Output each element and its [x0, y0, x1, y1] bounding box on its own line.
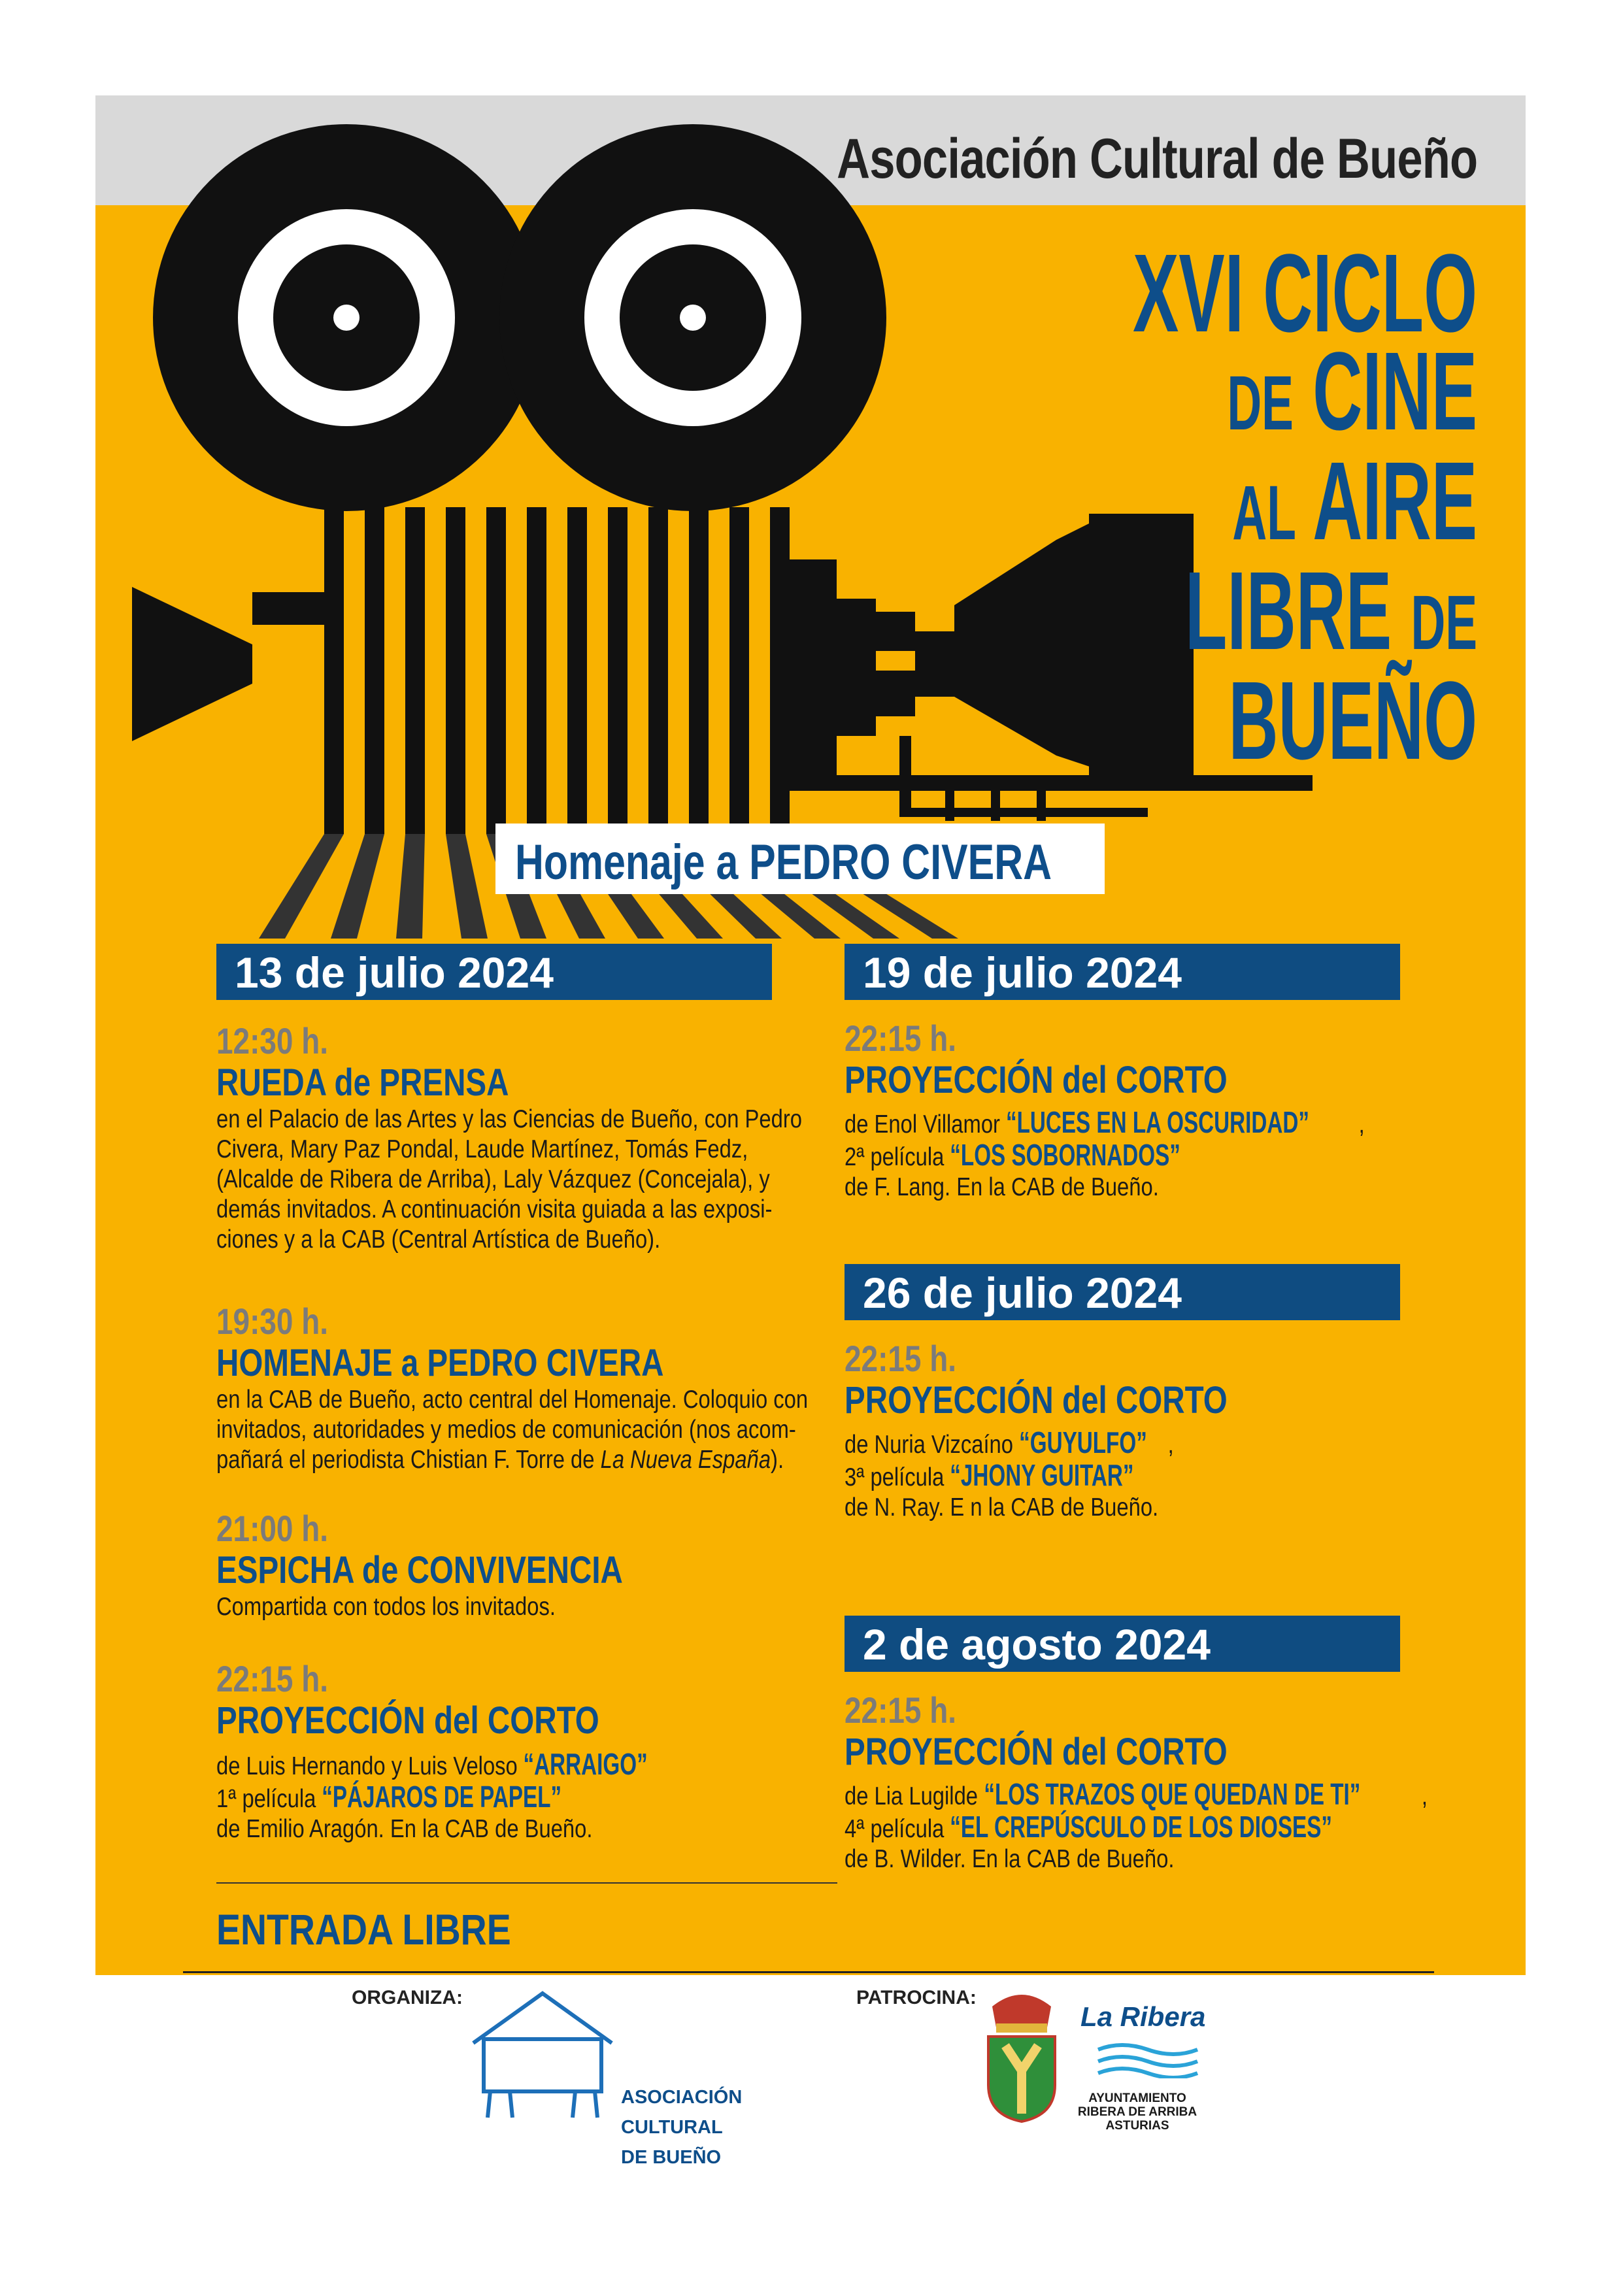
event-title: RUEDA de PRENSA — [216, 1061, 509, 1104]
house-logo-icon — [471, 1987, 614, 2124]
date-label: 26 de julio 2024 — [863, 1269, 1182, 1317]
event-time: 22:15 h. — [845, 1689, 957, 1731]
desc-line: en el Palacio de las Artes y las Ciencias de Bueño, con Pedro — [216, 1105, 802, 1133]
date-bar-day-2 — [845, 944, 1400, 1000]
desc-line — [845, 1777, 1428, 1812]
date-bar-day-4 — [845, 1616, 1400, 1672]
title-bueno: BUEÑO — [1228, 659, 1477, 783]
desc-line: de N. Ray. E n la CAB de Bueño. — [845, 1493, 1159, 1522]
event-time: 22:15 h. — [216, 1658, 329, 1699]
event-time: 12:30 h. — [216, 1020, 329, 1061]
event-title: PROYECCIÓN del CORTO — [845, 1059, 1228, 1101]
acb-logo-line: DE BUEÑO — [621, 2147, 722, 2168]
desc-text: de Nuria Vizcaíno — [845, 1431, 1020, 1459]
desc-line — [845, 1812, 1399, 1844]
event-description — [216, 1105, 802, 1255]
desc-text: 3ª película — [845, 1463, 950, 1491]
event-description — [216, 1749, 771, 1844]
event-proyeccion-day-4 — [845, 1690, 1505, 1874]
association-name: Asociación Cultural de Bueño — [836, 127, 1477, 190]
event-espicha — [216, 1508, 877, 1622]
desc-line: de B. Wilder. En la CAB de Bueño. — [845, 1845, 1175, 1873]
free-entry-label: ENTRADA LIBRE — [216, 1905, 511, 1954]
film-title: “EL CREPÚSCULO DE LOS DIOSES” — [950, 1810, 1333, 1844]
desc-text: pañará el periodista Chistian F. Torre de — [216, 1446, 601, 1474]
organiza-label: ORGANIZA: — [352, 1987, 463, 2008]
title-cine: CINE — [1313, 329, 1477, 454]
desc-text: 4ª película — [845, 1815, 950, 1843]
event-proyeccion-day-1 — [216, 1659, 877, 1844]
title-al: AL — [1232, 470, 1296, 556]
desc-line: ciones y a la CAB (Central Artística de Bueño). — [216, 1225, 661, 1254]
newspaper-name: La Nueva España — [600, 1446, 771, 1474]
desc-line: de Emilio Aragón. En la CAB de Bueño. — [216, 1815, 593, 1843]
date-label: 13 de julio 2024 — [235, 948, 554, 997]
desc-line: de F. Lang. En la CAB de Bueño. — [845, 1173, 1159, 1201]
event-time: 22:15 h. — [845, 1018, 957, 1059]
title-line-1: XVI CICLO — [1132, 231, 1477, 356]
desc-line — [216, 1749, 771, 1782]
ribera-subtitle — [1059, 2091, 1216, 2133]
desc-line — [845, 1107, 1399, 1140]
desc-text: ). — [771, 1446, 784, 1474]
event-time: 21:00 h. — [216, 1508, 329, 1549]
event-proyeccion-day-2 — [845, 1018, 1505, 1203]
desc-text: , — [1421, 1782, 1428, 1810]
camera-crank — [132, 587, 324, 741]
event-homenaje — [216, 1301, 877, 1475]
desc-text: , — [1358, 1110, 1365, 1139]
event-title: ESPICHA de CONVIVENCIA — [216, 1549, 623, 1591]
acb-logo-line: ASOCIACIÓN — [621, 2087, 743, 2108]
desc-text: de Luis Hernando y Luis Veloso — [216, 1752, 524, 1780]
desc-line — [216, 1445, 784, 1475]
ribera-sub-line: ASTURIAS — [1105, 2119, 1169, 2133]
event-description — [845, 1107, 1399, 1203]
event-title: PROYECCIÓN del CORTO — [216, 1699, 599, 1742]
short-film-title: “GUYULFO” — [1019, 1425, 1147, 1459]
title-de: DE — [1227, 360, 1294, 446]
date-label: 19 de julio 2024 — [863, 948, 1182, 997]
desc-line — [845, 1460, 1399, 1493]
event-title: PROYECCIÓN del CORTO — [845, 1379, 1228, 1422]
date-bar-day-1 — [216, 944, 772, 1000]
waves-icon — [1096, 2039, 1200, 2078]
desc-line: Civera, Mary Paz Pondal, Laude Martínez, Tomás Fedz, — [216, 1135, 748, 1163]
event-rueda-prensa — [216, 1021, 877, 1255]
film-title: “PÁJAROS DE PAPEL” — [322, 1780, 562, 1814]
short-film-title: “LUCES EN LA OSCURIDAD” — [1006, 1105, 1310, 1139]
film-title: “LOS SOBORNADOS” — [950, 1138, 1181, 1172]
acb-logo-line: CULTURAL — [621, 2117, 723, 2138]
event-title: PROYECCIÓN del CORTO — [845, 1731, 1228, 1773]
event-description — [845, 1777, 1428, 1874]
desc-text: de Enol Villamor — [845, 1110, 1007, 1139]
divider — [216, 1882, 837, 1884]
short-film-title: “LOS TRAZOS QUE QUEDAN DE TI” — [984, 1777, 1361, 1811]
event-time: 19:30 h. — [216, 1301, 329, 1342]
desc-line: en la CAB de Bueño, acto central del Homenaje. Coloquio con — [216, 1386, 809, 1414]
poster — [95, 95, 1526, 1975]
desc-line: Compartida con todos los invitados. — [216, 1593, 556, 1621]
footer-divider — [183, 1971, 1434, 1973]
homage-text: Homenaje a PEDRO CIVERA — [515, 835, 1052, 890]
film-title: “JHONY GUITAR” — [950, 1458, 1134, 1492]
event-title: HOMENAJE a PEDRO CIVERA — [216, 1342, 664, 1384]
coat-of-arms-icon — [979, 1987, 1064, 2124]
desc-text: 1ª película — [216, 1785, 322, 1813]
desc-line — [216, 1782, 771, 1814]
event-description — [216, 1385, 809, 1475]
desc-line: invitados, autoridades y medios de comunicación (nos acom- — [216, 1416, 796, 1444]
date-label: 2 de agosto 2024 — [863, 1620, 1211, 1669]
desc-text: , — [1167, 1431, 1174, 1459]
acb-logo-text — [621, 2082, 742, 2172]
ribera-logo-text: La Ribera — [1080, 2001, 1206, 2032]
desc-line: demás invitados. A continuación visita guiada a las exposi- — [216, 1195, 773, 1223]
patrocina-label: PATROCINA: — [856, 1987, 977, 2008]
title-aire: AIRE — [1313, 439, 1477, 563]
desc-text: 2ª película — [845, 1143, 950, 1171]
event-time: 22:15 h. — [845, 1338, 957, 1379]
ribera-sub-line: AYUNTAMIENTO — [1088, 2091, 1186, 2105]
desc-line — [845, 1427, 1399, 1460]
date-bar-day-3 — [845, 1264, 1400, 1320]
short-film-title: “ARRAIGO” — [523, 1747, 648, 1781]
festival-title — [1132, 231, 1477, 783]
desc-line — [845, 1140, 1399, 1173]
title-libre: LIBRE — [1184, 549, 1392, 673]
camera-body-stripes — [324, 507, 790, 834]
event-proyeccion-day-3 — [845, 1339, 1505, 1523]
desc-line: (Alcalde de Ribera de Arriba), Laly Vázquez (Concejala), y — [216, 1165, 770, 1193]
title-de-2: DE — [1411, 580, 1477, 666]
event-description — [216, 1592, 771, 1622]
homage-banner — [495, 824, 1105, 894]
ribera-sub-line: RIBERA DE ARRIBA — [1077, 2105, 1197, 2119]
event-description — [845, 1427, 1399, 1523]
desc-text: de Lia Lugilde — [845, 1782, 984, 1810]
